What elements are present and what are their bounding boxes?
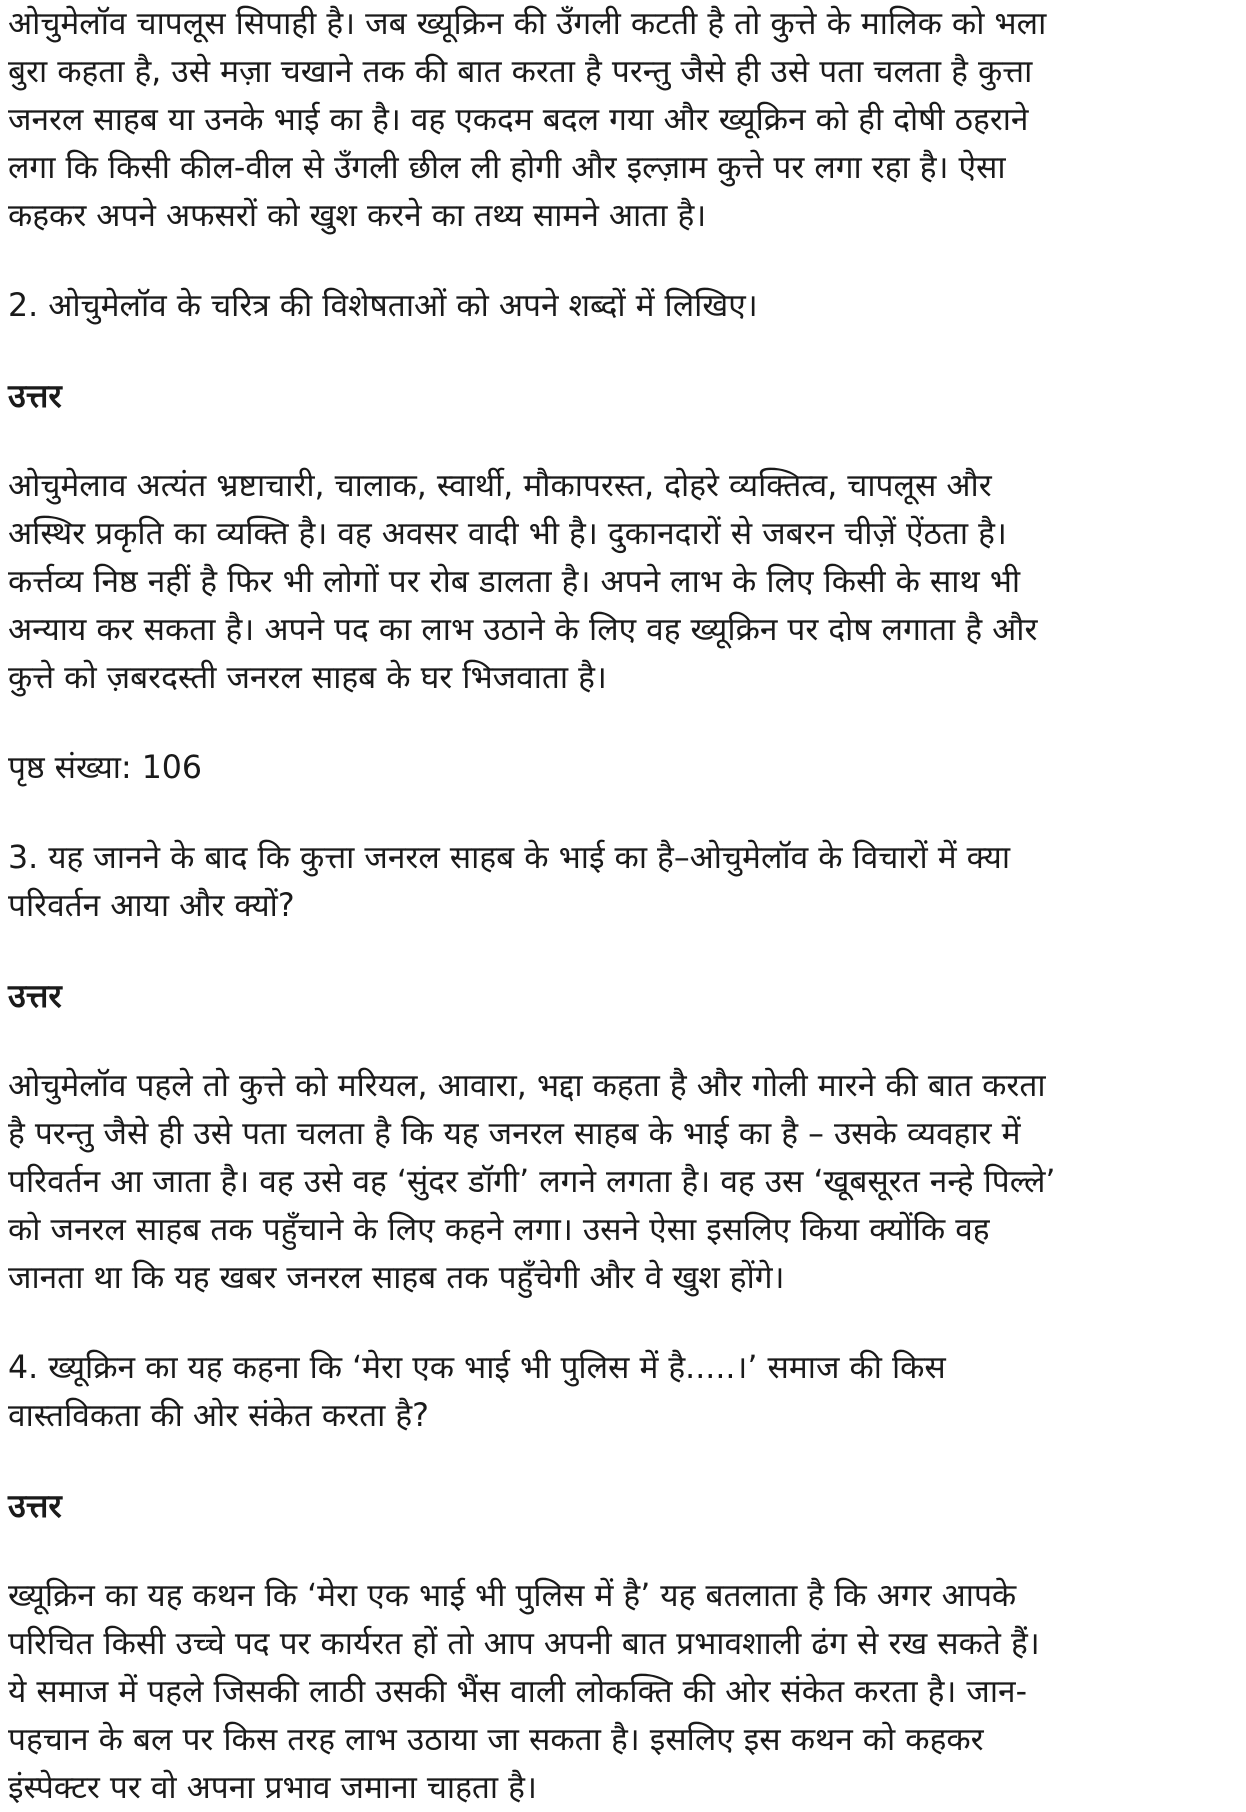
spacer <box>8 1020 1238 1062</box>
text-line: ओचुमेलाव अत्यंत भ्रष्टाचारी, चालाक, स्वार्थी, मौकापरस्त, दोहरे व्यक्तित्व, चापलूस और <box>8 468 992 504</box>
text-line: ओचुमेलॉव चापलूस सिपाही है। जब ख्यूक्रिन की उँगली कटती है तो कुत्ते के मालिक को भला <box>8 6 1047 42</box>
text-line: ये समाज में पहले जिसकी लाठी उसकी भैंस वाली लोकक्ति की ओर संकेत करता है। जान- <box>8 1674 1027 1710</box>
spacer <box>8 792 1238 834</box>
text-line: परिवर्तन आया और क्यों? <box>8 888 295 924</box>
text-line: वास्तविकता की ओर संकेत करता है? <box>8 1398 429 1434</box>
answer-3 <box>8 1062 1238 1302</box>
text-line: ख्यूक्रिन का यह कथन कि ‘मेरा एक भाई भी पुलिस में है’ यह बतलाता है कि अगर आपके <box>8 1578 1017 1614</box>
question-2: 2. ओचुमेलॉव के चरित्र की विशेषताओं को अपने शब्दों में लिखिए। <box>8 288 758 324</box>
text-line: बुरा कहता है, उसे मज़ा चखाने तक की बात करता है परन्तु जैसे ही उसे पता चलता है कुत्ता <box>8 54 1033 90</box>
question-4 <box>8 1344 1238 1440</box>
answer-heading: उत्तर <box>8 1487 62 1525</box>
spacer <box>8 930 1238 972</box>
text-line: कर्त्तव्य निष्ठ नहीं है फिर भी लोगों पर रोब डालता है। अपने लाभ के लिए किसी के साथ भी <box>8 564 1021 600</box>
text-line: ओचुमेलॉव पहले तो कुत्ते को मरियल, आवारा, भद्दा कहता है और गोली मारने की बात करता <box>8 1068 1046 1104</box>
text-line: कहकर अपने अफसरों को खुश करने का तथ्य सामने आता है। <box>8 198 707 234</box>
spacer <box>8 1530 1238 1572</box>
spacer <box>8 702 1238 744</box>
text-line: 3. यह जानने के बाद कि कुत्ता जनरल साहब के भाई का है–ओचुमेलॉव के विचारों में क्या <box>8 840 1011 876</box>
text-line: लगा कि किसी कील-वील से उँगली छील ली होगी और इल्ज़ाम कुत्ते पर लगा रहा है। ऐसा <box>8 150 1006 186</box>
text-line: जनरल साहब या उनके भाई का है। वह एकदम बदल गया और ख्यूक्रिन को ही दोषी ठहराने <box>8 102 1029 138</box>
spacer <box>8 420 1238 462</box>
text-line: परिचित किसी उच्चे पद पर कार्यरत हों तो आप अपनी बात प्रभावशाली ढंग से रख सकते हैं। <box>8 1626 1040 1662</box>
answer-heading: उत्तर <box>8 977 62 1015</box>
text-line: पहचान के बल पर किस तरह लाभ उठाया जा सकता है। इसलिए इस कथन को कहकर <box>8 1722 984 1758</box>
text-line: कुत्ते को ज़बरदस्ती जनरल साहब के घर भिजवाता है। <box>8 660 607 696</box>
spacer <box>8 1302 1238 1344</box>
spacer <box>8 240 1238 282</box>
document-page <box>8 0 1238 1812</box>
paragraph-intro <box>8 0 1238 240</box>
text-line: है परन्तु जैसे ही उसे पता चलता है कि यह जनरल साहब के भाई का है – उसके व्यवहार में <box>8 1116 1021 1152</box>
answer-2 <box>8 462 1238 702</box>
question-3 <box>8 834 1238 930</box>
text-line: जानता था कि यह खबर जनरल साहब तक पहुँचेगी और वे खुश होंगे। <box>8 1260 785 1296</box>
text-line: को जनरल साहब तक पहुँचाने के लिए कहने लगा। उसने ऐसा इसलिए किया क्योंकि वह <box>8 1212 990 1248</box>
text-line: परिवर्तन आ जाता है। वह उसे वह ‘सुंदर डॉगी’ लगने लगता है। वह उस ‘खूबसूरत नन्हे पिल्ले’ <box>8 1164 1056 1200</box>
text-line: 4. ख्यूक्रिन का यह कहना कि ‘मेरा एक भाई भी पुलिस में है.....।’ समाज की किस <box>8 1350 946 1386</box>
spacer <box>8 330 1238 372</box>
answer-4 <box>8 1572 1238 1812</box>
spacer <box>8 1440 1238 1482</box>
page-reference: पृष्ठ संख्या: 106 <box>8 750 203 786</box>
answer-heading: उत्तर <box>8 377 62 415</box>
text-line: इंस्पेक्टर पर वो अपना प्रभाव जमाना चाहता है। <box>8 1770 537 1806</box>
text-line: अस्थिर प्रकृति का व्यक्ति है। वह अवसर वादी भी है। दुकानदारों से जबरन चीज़ें ऐंठता है। <box>8 516 1007 552</box>
text-line: अन्याय कर सकता है। अपने पद का लाभ उठाने के लिए वह ख्यूक्रिन पर दोष लगाता है और <box>8 612 1038 648</box>
